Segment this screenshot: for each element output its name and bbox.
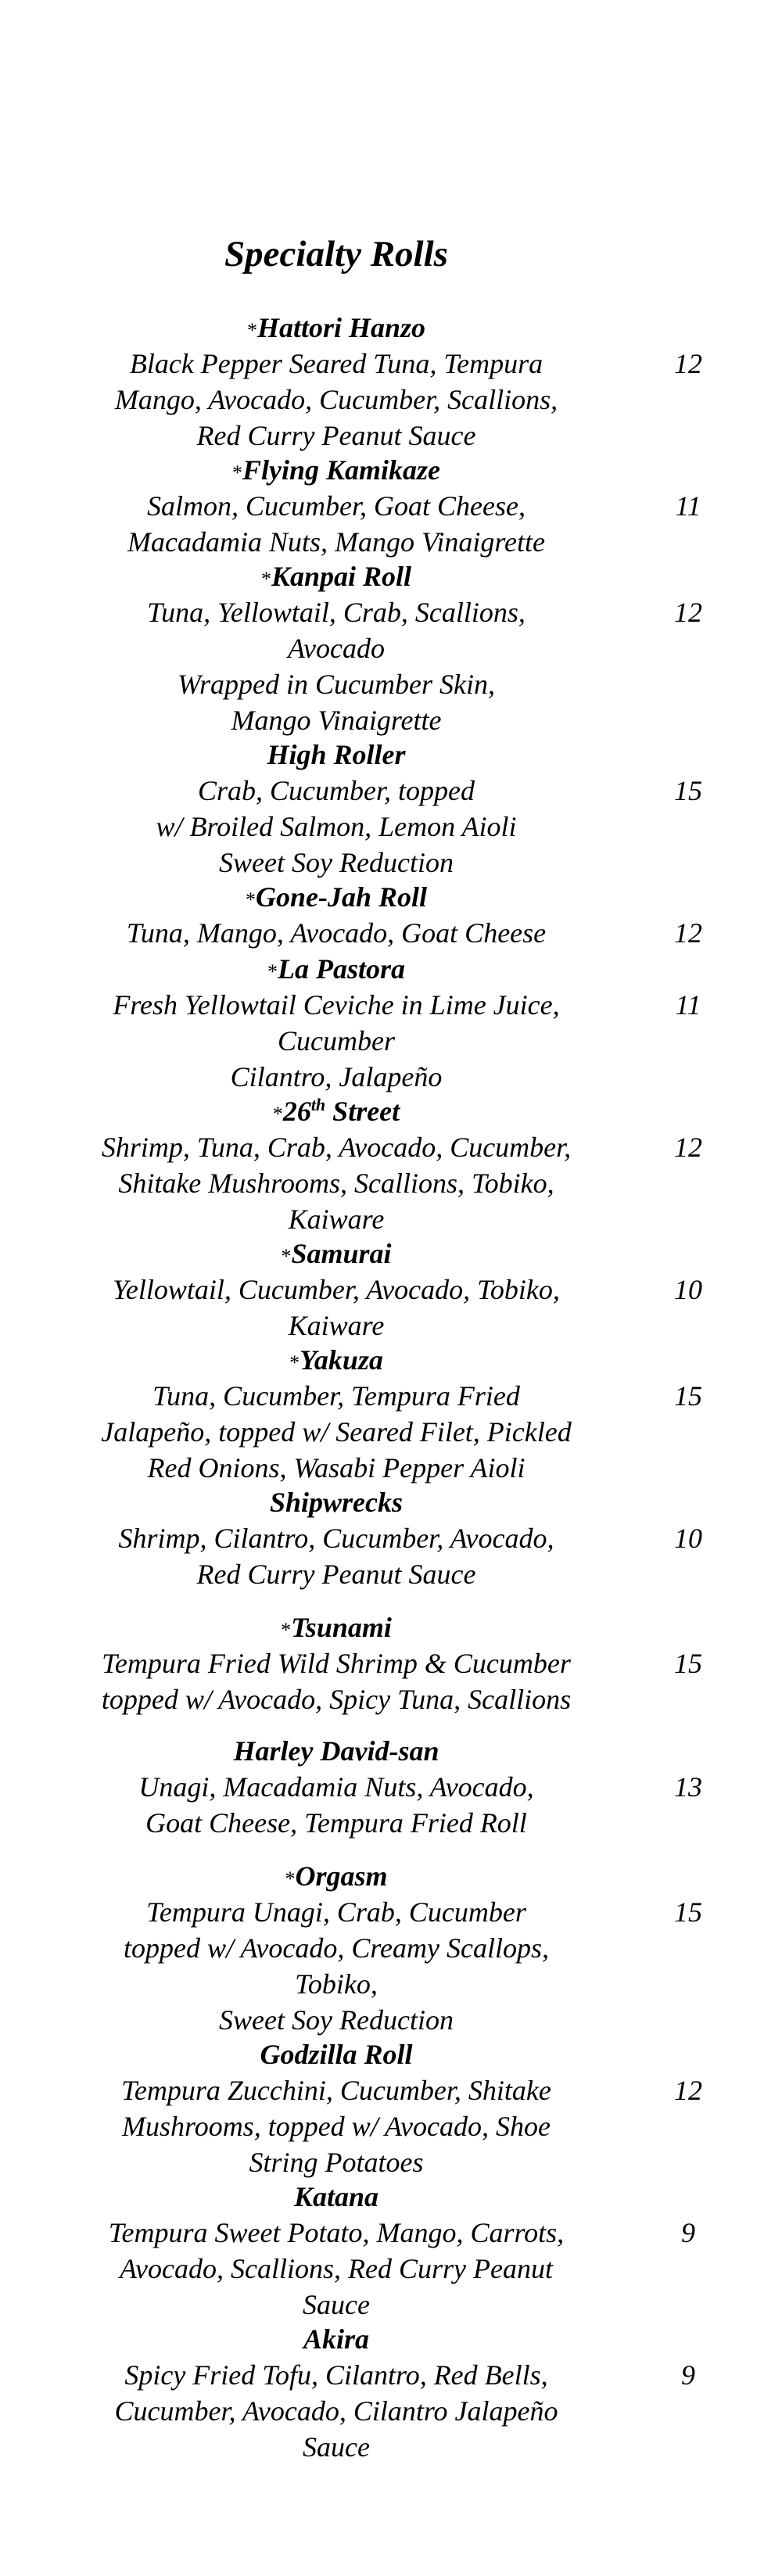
item-name (0, 737, 673, 773)
menu-item (0, 1609, 782, 1717)
description-line: Fresh Yellowtail Ceviche in Lime Juice, (113, 989, 560, 1021)
item-description (0, 346, 673, 454)
menu-item (0, 1093, 782, 1237)
item-body (0, 1378, 782, 1486)
signature-mark: * (285, 1867, 296, 1890)
description-line: Shrimp, Cilantro, Cucumber, Avocado, (118, 1523, 554, 1554)
item-body (0, 987, 782, 1095)
item-name-text: Gone-Jah Roll (255, 881, 428, 913)
signature-mark: * (267, 960, 278, 983)
menu-item (0, 737, 782, 881)
item-price: 15 (674, 1380, 702, 1412)
item-name-text: Shipwrecks (269, 1487, 404, 1518)
item-body (0, 773, 782, 881)
menu-item (0, 1733, 782, 1841)
item-description (0, 488, 673, 560)
description-line: Black Pepper Seared Tuna, Tempura (129, 348, 543, 379)
description-line: topped w/ Avocado, Creamy Scallops, (124, 1932, 549, 1964)
item-body (0, 2215, 782, 2323)
item-name (0, 558, 673, 594)
item-body (0, 488, 782, 560)
description-line: topped w/ Avocado, Spicy Tuna, Scallions (101, 1684, 572, 1715)
item-description (0, 2072, 673, 2180)
item-name (0, 310, 673, 346)
item-description (0, 2357, 673, 2465)
item-name (0, 1733, 673, 1769)
item-body (0, 1769, 782, 1841)
item-name-text: Katana (293, 2181, 379, 2212)
description-line: Goat Cheese, Tempura Fried Roll (145, 1807, 527, 1839)
description-line: Spicy Fried Tofu, Cilantro, Red Bells, (124, 2359, 548, 2391)
item-name (0, 1342, 673, 1378)
item-description (0, 1645, 673, 1717)
description-line: Tempura Sweet Potato, Mango, Carrots, (108, 2217, 565, 2248)
menu-item (0, 2179, 782, 2323)
item-name-text: Hattori Hanzo (256, 312, 426, 343)
description-line: Kaiware (288, 1310, 385, 1341)
item-description (0, 1894, 673, 2038)
item-price: 10 (674, 1274, 702, 1305)
signature-mark: * (245, 888, 256, 911)
item-body (0, 1272, 782, 1344)
description-line: Mango, Avocado, Cucumber, Scallions, (114, 384, 558, 415)
description-line: Tempura Zucchini, Cucumber, Shitake (121, 2075, 551, 2106)
description-line: Sauce (303, 2431, 370, 2463)
menu-item (0, 310, 782, 454)
item-name-text: Samurai (291, 1238, 392, 1269)
item-price: 10 (674, 1523, 702, 1554)
description-line: Jalapeño, topped w/ Seared Filet, Pickled (101, 1416, 572, 1448)
item-name-text: La Pastora (277, 953, 405, 985)
description-line: Macadamia Nuts, Mango Vinaigrette (127, 526, 545, 558)
item-name (0, 452, 673, 488)
menu-item (0, 558, 782, 738)
description-line: Sweet Soy Reduction (219, 847, 454, 878)
item-description (0, 987, 673, 1095)
item-description (0, 1378, 673, 1486)
item-price: 13 (674, 1771, 702, 1803)
item-name-text: Harley David-san (233, 1735, 439, 1767)
signature-mark: * (289, 1351, 300, 1374)
item-price: 11 (675, 989, 701, 1021)
description-line: Shitake Mushrooms, Scallions, Tobiko, (118, 1168, 554, 1199)
item-description (0, 2215, 673, 2323)
item-name (0, 1858, 673, 1894)
item-name (0, 951, 673, 987)
item-price: 12 (674, 2075, 702, 2106)
signature-mark: * (281, 1619, 292, 1641)
item-price: 12 (674, 917, 702, 949)
item-body (0, 1520, 782, 1592)
menu-item (0, 879, 782, 951)
description-line: Red Curry Peanut Sauce (196, 1559, 476, 1590)
item-name-text: Godzilla Roll (260, 2039, 413, 2070)
description-line: Avocado, Scallions, Red Curry Peanut (120, 2253, 553, 2284)
item-name (0, 879, 673, 915)
item-price: 12 (674, 348, 702, 379)
description-line: Sauce (303, 2289, 370, 2320)
item-description (0, 1520, 673, 1592)
item-description (0, 1272, 673, 1344)
description-line: Tuna, Cucumber, Tempura Fried (152, 1380, 520, 1412)
item-name-ordinal: th (310, 1095, 326, 1114)
description-line: Cucumber, Avocado, Cilantro Jalapeño (114, 2395, 558, 2427)
item-description (0, 1769, 673, 1841)
description-line: Shrimp, Tuna, Crab, Avocado, Cucumber, (101, 1132, 572, 1163)
item-name-text: Yakuza (300, 1344, 383, 1376)
item-price: 15 (674, 775, 702, 806)
description-line: Kaiware (288, 1204, 385, 1235)
item-name (0, 2036, 673, 2072)
item-body (0, 594, 782, 738)
description-line: Sweet Soy Reduction (219, 2004, 454, 2036)
signature-mark: * (281, 1245, 292, 1268)
item-price: 12 (674, 1132, 702, 1163)
item-price: 9 (681, 2359, 695, 2391)
item-name-text: Flying Kamikaze (242, 454, 441, 486)
item-name (0, 1236, 673, 1272)
item-name (0, 1093, 673, 1129)
menu-item (0, 1484, 782, 1592)
item-name-text: Kanpai Roll (271, 561, 412, 592)
description-line: String Potatoes (249, 2147, 424, 2178)
item-name-text: High Roller (267, 739, 406, 770)
item-name (0, 2321, 673, 2357)
signature-mark: * (246, 319, 257, 342)
description-line: Mango Vinaigrette (231, 705, 442, 736)
description-line: Crab, Cucumber, topped (198, 775, 475, 806)
description-line: Tuna, Yellowtail, Crab, Scallions, (147, 597, 526, 628)
description-line: Cucumber (278, 1025, 395, 1057)
item-name (0, 1484, 673, 1520)
signature-mark: * (231, 461, 242, 484)
item-description (0, 594, 673, 738)
item-price: 15 (674, 1896, 702, 1928)
item-price: 11 (675, 490, 701, 522)
menu-item (0, 1342, 782, 1486)
item-name-text: Tsunami (291, 1612, 392, 1643)
item-name (0, 2179, 673, 2215)
item-name-text: Akira (303, 2323, 370, 2355)
item-description (0, 1129, 673, 1237)
item-name-text: 26 (282, 1096, 311, 1127)
item-body (0, 346, 782, 454)
item-body (0, 2357, 782, 2465)
menu-item (0, 452, 782, 560)
menu-item (0, 2321, 782, 2465)
item-body (0, 2072, 782, 2180)
description-line: Salmon, Cucumber, Goat Cheese, (147, 490, 526, 522)
description-line: Wrapped in Cucumber Skin, (178, 669, 495, 700)
item-price: 12 (674, 597, 702, 628)
item-description (0, 773, 673, 881)
description-line: Cilantro, Jalapeño (230, 1061, 443, 1092)
item-price: 15 (674, 1648, 702, 1679)
description-line: w/ Broiled Salmon, Lemon Aioli (156, 811, 517, 842)
description-line: Tobiko, (295, 1968, 378, 2000)
signature-mark: * (260, 568, 271, 590)
item-body (0, 1645, 782, 1717)
item-name-text: Orgasm (295, 1860, 388, 1892)
item-name (0, 1609, 673, 1645)
description-line: Unagi, Macadamia Nuts, Avocado, (138, 1771, 534, 1803)
menu-item (0, 1858, 782, 2038)
item-name-rest: Street (325, 1096, 400, 1127)
section-title: Specialty Rolls (224, 234, 448, 274)
menu-item (0, 951, 782, 1095)
item-body (0, 1129, 782, 1237)
description-line: Tempura Fried Wild Shrimp & Cucumber (102, 1648, 571, 1679)
menu-item (0, 1236, 782, 1344)
item-body (0, 915, 782, 951)
item-description (0, 915, 673, 951)
menu-item (0, 2036, 782, 2180)
description-line: Red Onions, Wasabi Pepper Aioli (147, 1452, 526, 1484)
description-line: Avocado (288, 633, 385, 664)
description-line: Red Curry Peanut Sauce (196, 420, 476, 451)
description-line: Tuna, Mango, Avocado, Goat Cheese (126, 917, 547, 949)
description-line: Yellowtail, Cucumber, Avocado, Tobiko, (113, 1274, 560, 1305)
signature-mark: * (272, 1103, 283, 1125)
description-line: Mushrooms, topped w/ Avocado, Shoe (122, 2111, 551, 2142)
item-body (0, 1894, 782, 2038)
item-price: 9 (681, 2217, 695, 2248)
description-line: Tempura Unagi, Crab, Cucumber (146, 1896, 526, 1928)
